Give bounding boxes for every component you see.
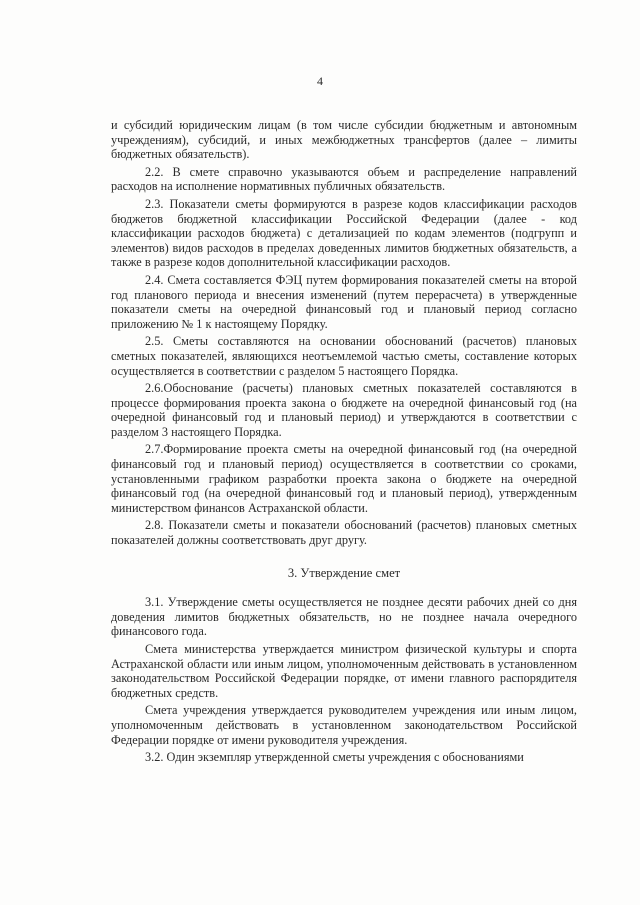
page-number: 4 bbox=[317, 74, 323, 88]
paragraph-ministry-estimate: Смета министерства утверждается министром физической культуры и спорта Астраханской области или иным лицом, уполномоченным действовать в установленном законодательством Российской Федерации порядке, от имени главного распорядителя бюджетных средств. bbox=[111, 642, 577, 700]
document-body bbox=[111, 118, 577, 768]
paragraph-3-1: 3.1. Утверждение сметы осуществляется не позднее десяти рабочих дней со дня доведения лимитов бюджетных обязательств, но не позднее начала очередного финансового года. bbox=[111, 595, 577, 639]
paragraph-2-4: 2.4. Смета составляется ФЭЦ путем формирования показателей сметы на второй год планового периода и внесения изменений (путем перерасчета) в утвержденные показатели сметы на очередной финансовый год и плановый период согласно приложению № 1 к настоящему Порядку. bbox=[111, 272, 577, 331]
paragraph-institution-estimate: Смета учреждения утверждается руководителем учреждения или иным лицом, уполномоченным действовать в установленном законодательством Российской Федерации порядке от имени руководителя учреждения. bbox=[111, 703, 577, 747]
paragraph-2-7: 2.7.Формирование проекта сметы на очередной финансовый год (на очередной финансовый год и плановый период) осуществляется в соответствии со сроками, установленными графиком разработки проекта закона о бюджете на очередной финансовый год (на очередной финансовый год и плановый период), утвержденным министерством финансов Астраханской области. bbox=[111, 442, 577, 515]
paragraph-2-8: 2.8. Показатели сметы и показатели обоснований (расчетов) плановых сметных показателей должны соответствовать друг другу. bbox=[111, 518, 577, 548]
section-heading: 3. Утверждение смет bbox=[287, 565, 401, 580]
paragraph-2-3: 2.3. Показатели сметы формируются в разрезе кодов классификации расходов бюджетов бюджетной классификации Российской Федерации (далее - код классификации расходов бюджета) с детализацией по кодам элементов (подгрупп и элементов) видов расходов в пределах доведенных лимитов бюджетных обязательств, а также в разрезе кодов дополнительной классификации расходов. bbox=[111, 196, 577, 270]
paragraph-3-2: 3.2. Один экземпляр утвержденной сметы учреждения с обоснованиями bbox=[145, 750, 524, 765]
paragraph-2-6: 2.6.Обоснование (расчеты) плановых сметных показателей составляются в процессе формирования проекта закона о бюджете на очередной финансовый год (на очередной финансовый год и плановый период) и утверждаются в соответствии с разделом 3 настоящего Порядка. bbox=[111, 381, 577, 439]
paragraph-2-5: 2.5. Сметы составляются на основании обоснований (расчетов) плановых сметных показателей, являющихся неотъемлемой частью сметы, составление которых осуществляется в соответствии с разделом 5 настоящего Порядка. bbox=[111, 334, 577, 378]
paragraph-2-2: 2.2. В смете справочно указываются объем и распределение направлений расходов на исполнение нормативных публичных обязательств. bbox=[111, 164, 577, 194]
paragraph-continuation: и субсидий юридическим лицам (в том числе субсидии бюджетным и автономным учреждениям), субсидий, и иных межбюджетных трансфертов (далее – лимиты бюджетных обязательств). bbox=[111, 118, 577, 162]
